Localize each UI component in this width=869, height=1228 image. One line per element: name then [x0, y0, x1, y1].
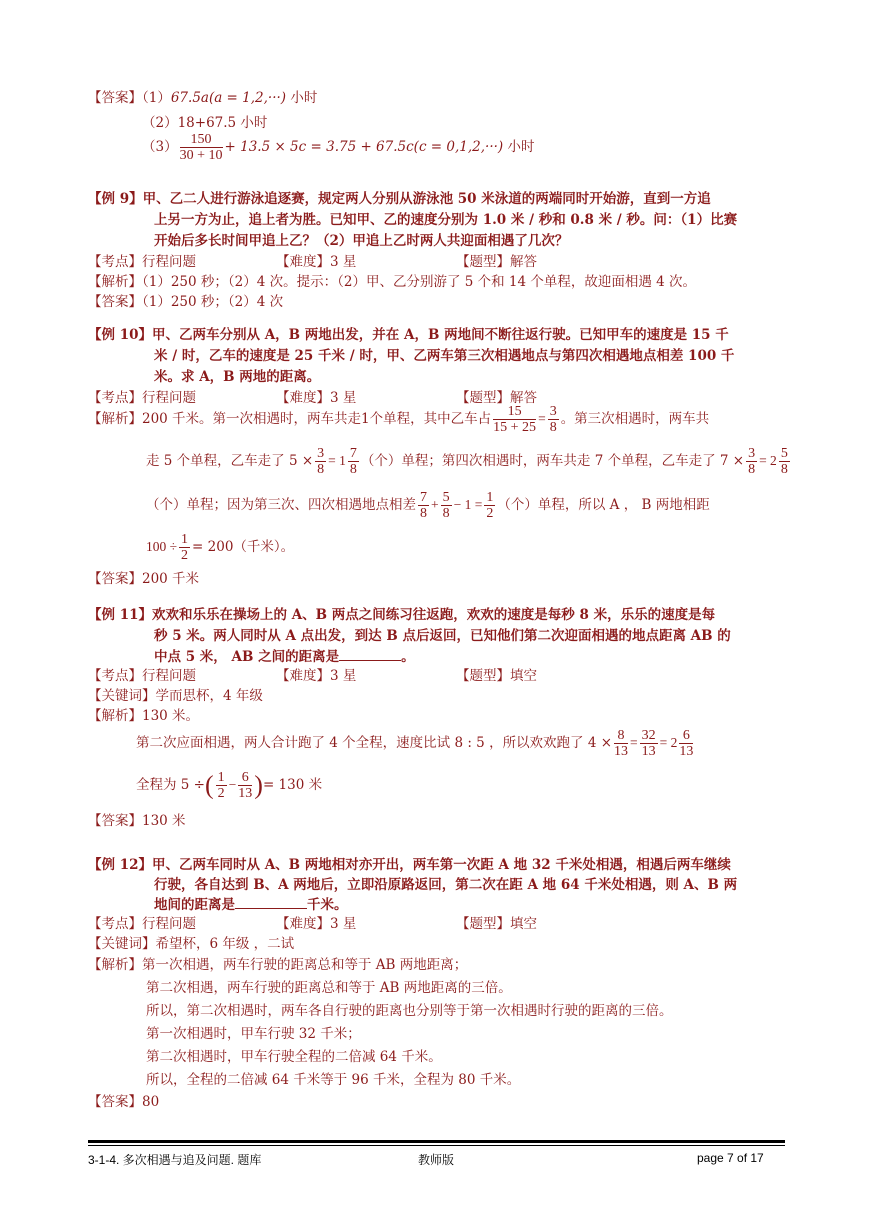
ex10-l2b: = 1 [328, 453, 346, 468]
ex10-question-line2: 米 / 时，乙车的速度是 25 千米 / 时，甲、乙两车第三次相遇地点与第四次相遇地点相差 100 千 [154, 348, 735, 364]
fraction-numerator: 3 [317, 446, 325, 461]
footer-edition: 教师版 [418, 1153, 455, 1167]
ex10-nandu: 【难度】3 星 [276, 390, 357, 406]
fraction-denominator: 13 [641, 744, 656, 759]
fraction-numerator: 3 [549, 404, 557, 419]
ex12-q3b: 千米。 [307, 897, 348, 913]
ex11-s1b: = [630, 735, 638, 750]
fraction-denominator: 8 [549, 420, 557, 435]
fraction-denominator: 15 + 25 [493, 420, 537, 435]
ex10-l3d: （个）单程，所以 A ， B 两地相距 [497, 497, 710, 513]
ex11-s1c: = 2 [659, 735, 678, 750]
ex10-l2a: 走 5 个单程，乙车走了 5 × [146, 453, 314, 469]
fraction-denominator: 2 [486, 506, 494, 521]
answer-part1-expr: 67.5a(a = 1,2,···) [170, 90, 287, 106]
ex9-tixing: 【题型】解答 [456, 254, 537, 270]
fraction [179, 532, 190, 563]
ex11-solution-line1 [136, 728, 695, 759]
ex10-kaodian: 【考点】行程问题 [88, 390, 196, 406]
ex12-keywords: 【关键词】希望杯，6 年级 ，二试 [88, 936, 295, 952]
fraction [484, 490, 495, 521]
ex12-jiexi-line2: 第二次相遇，两车行驶的距离总和等于 AB 两地距离的三倍。 [146, 980, 512, 996]
fraction [493, 404, 536, 435]
left-paren: ( [204, 770, 214, 800]
fraction-numerator: 1 [486, 490, 494, 505]
footer-title: 3-1-4. 多次相遇与追及问题. 题库 [88, 1153, 262, 1167]
fraction-denominator: 13 [238, 786, 253, 801]
answer-part1-unit: 小时 [286, 90, 318, 106]
ex10-question-line3: 米。求 A，B 两地的距离。 [154, 369, 321, 385]
ex11-s1a: 第二次应面相遇，两人合计跑了 4 个全程，速度比试 8 : 5 ，所以欢欢跑了 4 × [136, 735, 613, 751]
ex10-jiexi-line4 [146, 532, 294, 563]
fraction [441, 490, 452, 521]
fraction-denominator: 2 [217, 786, 225, 801]
answer-part3-unit: 小时 [503, 139, 535, 155]
fraction [315, 446, 326, 477]
ex11-question-line3 [154, 645, 415, 665]
ex9-jiexi: 【解析】（1）250 秒；（2）4 次。提示：（2）甲、乙分别游了 5 个和 14 个单程，故迎面相遇 4 次。 [88, 274, 697, 290]
footer-rule-thin [88, 1145, 785, 1146]
ex10-tag: 【例 10】 [88, 327, 152, 343]
fraction-denominator: 2 [181, 548, 189, 563]
ex11-nandu: 【难度】3 星 [276, 668, 357, 684]
ex10-jx-a: 【解析】200 千米。第一次相遇时，两车共走1个单程，其中乙车占 [88, 411, 492, 427]
fraction [548, 404, 559, 435]
fraction-numerator: 6 [679, 728, 693, 744]
answer-part1-index: （1） [142, 90, 171, 106]
fraction [640, 728, 658, 759]
ex11-question-line2: 秒 5 米。两人同时从 A 点出发，到达 B 点后返回，已知他们第二次迎面相遇的地点距离 AB 的 [154, 628, 731, 644]
fraction [746, 446, 757, 477]
fraction [614, 728, 628, 759]
fraction-numerator: 5 [780, 446, 788, 461]
ex11-q1: 欢欢和乐乐在操场上的 A、B 两点之间练习往返跑，欢欢的速度是每秒 8 米，乐乐的速度是每 [152, 607, 716, 623]
ex11-s2b: − [228, 777, 237, 792]
ex12-jiexi-line1: 【解析】第一次相遇，两车行驶的距离总和等于 AB 两地距离； [88, 957, 468, 973]
ex11-jiexi: 【解析】130 米。 [88, 708, 200, 724]
ex12-question-line1 [88, 853, 731, 873]
fraction-numerator: 15 [493, 404, 536, 420]
fraction-denominator: 8 [317, 462, 325, 477]
ex11-q3b: 。 [401, 649, 415, 665]
fraction-numerator: 1 [217, 770, 225, 785]
fraction-numerator: 150 [180, 132, 223, 148]
ex12-jiexi-line5: 第二次相遇时，甲车行驶全程的二倍减 64 千米。 [146, 1049, 442, 1065]
fraction-numerator: 8 [614, 728, 628, 744]
fraction-denominator: 8 [780, 462, 788, 477]
ex12-nandu: 【难度】3 星 [276, 916, 357, 932]
ex11-q3a: 中点 5 米， AB 之间的距离是 [154, 649, 340, 665]
ex12-question-line3 [154, 893, 348, 913]
answer-blank [235, 896, 307, 909]
ex9-tag: 【例 9】 [88, 191, 143, 207]
ex11-keywords: 【关键词】学而思杯，4 年级 [88, 688, 263, 704]
fraction-denominator: 8 [748, 462, 756, 477]
answer-blank [339, 648, 401, 661]
fraction [779, 446, 790, 477]
ex10-l3c: − 1 = [453, 497, 483, 512]
ex11-question-line1 [88, 603, 715, 623]
ex10-question-line1 [88, 323, 729, 343]
footer-rule-thick [88, 1140, 785, 1143]
fraction [238, 770, 252, 801]
ex10-l4b: = 200（千米）。 [192, 539, 295, 555]
ex12-jiexi-line6: 所以，全程的二倍减 64 千米等于 96 千米，全程为 80 千米。 [146, 1072, 521, 1088]
ex10-l4a: 100 ÷ [146, 539, 178, 554]
ex12-jiexi-line3: 所以，第二次相遇时，两车各自行驶的距离也分别等于第一次相遇时行驶的距离的三倍。 [146, 1003, 673, 1019]
top-answer-line1 [88, 86, 317, 106]
ex10-l2d: = 2 [759, 453, 777, 468]
fraction-denominator: 8 [349, 462, 357, 477]
ex12-jiexi-line4: 第一次相遇时，甲车行驶 32 千米； [146, 1026, 361, 1042]
fraction-numerator: 7 [349, 446, 357, 461]
ex11-s2c: = 130 米 [262, 777, 323, 793]
fraction-numerator: 1 [181, 532, 189, 547]
ex9-question-line2: 上另一方为止，追上者为胜。已知甲、乙的速度分别为 1.0 米 / 秒和 0.8 米 / 秒。问：（1）比赛 [154, 212, 738, 228]
equals-sign: = [538, 411, 546, 426]
ex10-q1: 甲、乙两车分别从 A，B 两地出发，并在 A，B 两地间不断往返行驶。已知甲车的速度是 15 千 [152, 327, 729, 343]
fraction-denominator: 13 [614, 744, 629, 759]
fraction-numerator: 3 [748, 446, 756, 461]
ex12-tixing: 【题型】填空 [456, 916, 537, 932]
fraction-numerator: 5 [442, 490, 450, 505]
fraction [418, 490, 429, 521]
ex9-answer: 【答案】（1）250 秒；（2）4 次 [88, 294, 284, 310]
ex9-kaodian: 【考点】行程问题 [88, 254, 196, 270]
ex9-nandu: 【难度】3 星 [276, 254, 357, 270]
ex10-tixing: 【题型】解答 [456, 390, 537, 406]
answer-part3-expr: + 13.5 × 5c = 3.75 + 67.5c(c = 0,1,2,···) [224, 139, 504, 155]
top-answer-line3 [142, 132, 534, 163]
ex11-kaodian: 【考点】行程问题 [88, 668, 196, 684]
fraction [348, 446, 359, 477]
fraction [180, 132, 223, 163]
ex12-question-line2: 行驶，各自达到 B、A 两地后，立即沿原路返回，第二次在距 A 地 64 千米处相遇，则 A、B 两 [154, 877, 738, 893]
ex9-question-line3: 开始后多长时间甲追上乙？（2）甲追上乙时两人共迎面相遇了几次？ [154, 233, 569, 249]
ex9-question-line1 [88, 187, 711, 207]
fraction-numerator: 6 [238, 770, 252, 786]
fraction-numerator: 32 [641, 728, 656, 743]
ex10-l3a: （个）单程；因为第三次、四次相遇地点相差 [146, 497, 416, 513]
fraction-denominator: 8 [442, 506, 450, 521]
top-answer-line2: （2）18+67.5 小时 [142, 115, 268, 131]
ex10-l3b: + [431, 497, 439, 512]
fraction-denominator: 8 [420, 506, 427, 521]
right-paren: ) [254, 770, 263, 800]
ex10-jiexi-line2 [146, 446, 792, 477]
fraction-denominator: 13 [679, 744, 694, 759]
ex11-tag: 【例 11】 [88, 607, 152, 623]
ex10-jiexi-line1 [88, 404, 709, 435]
ex10-jx-b: 。第三次相遇时，两车共 [560, 411, 710, 427]
ex10-l2c: （个）单程；第四次相遇时，两车共走 7 个单程，乙车走了 7 × [360, 453, 745, 469]
fraction [216, 770, 227, 801]
ex11-answer: 【答案】130 米 [88, 813, 186, 829]
ex9-q1: 甲、乙二人进行游泳追逐赛，规定两人分别从游泳池 50 米泳道的两端同时开始游，直到一方追 [142, 191, 711, 207]
ex12-q1: 甲、乙两车同时从 A、B 两地相对亦开出，两车第一次距 A 地 32 千米处相遇，相遇后两车继续 [152, 857, 731, 873]
ex12-kaodian: 【考点】行程问题 [88, 916, 196, 932]
ex12-q3a: 地间的距离是 [154, 897, 235, 913]
fraction-numerator: 7 [420, 490, 427, 505]
ex12-answer: 【答案】80 [88, 1094, 160, 1110]
fraction-denominator: 30 + 10 [179, 148, 223, 163]
footer-page-number: page 7 of 17 [697, 1151, 764, 1165]
answer-part3-index: （3） [142, 139, 178, 155]
ex11-s2a: 全程为 5 ÷ [136, 777, 205, 793]
ex11-solution-line2 [136, 770, 322, 801]
ex11-tixing: 【题型】填空 [456, 668, 537, 684]
ex12-tag: 【例 12】 [88, 857, 152, 873]
fraction [679, 728, 693, 759]
answer-label: 【答案】 [88, 90, 142, 106]
ex10-jiexi-line3 [146, 490, 710, 521]
ex10-answer: 【答案】200 千米 [88, 571, 200, 587]
